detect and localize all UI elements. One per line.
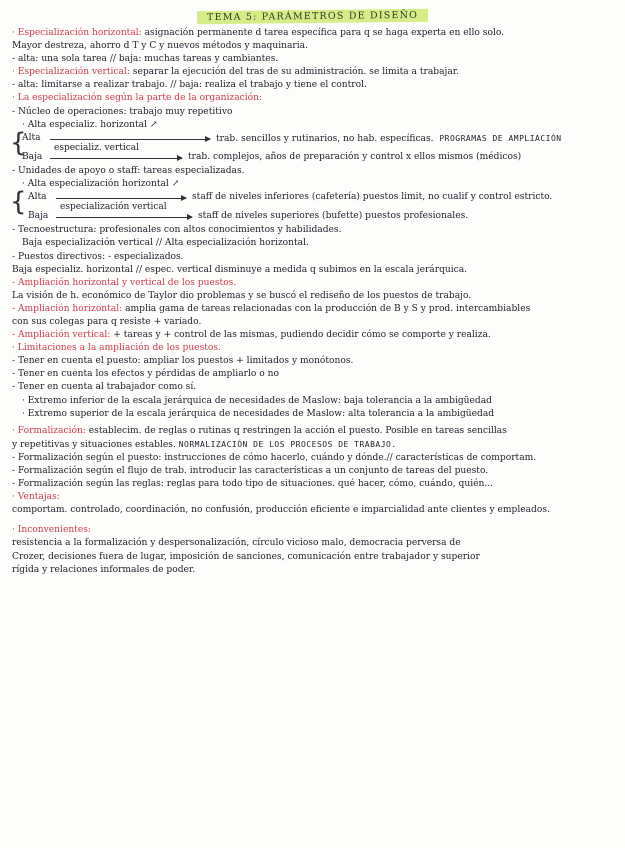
note-line: · Alta especialización horizontal ↗: [22, 179, 180, 190]
note-line: rígida y relaciones informales de poder.: [12, 564, 196, 575]
note-line: comportam. controlado, coordinación, no confusión, producción eficiente e imparcialidad ante clientes y empleados.: [12, 505, 550, 516]
note-line: Baja especializ. horizontal // espec. vertical disminuye a medida q subimos en la escala jerárquica.: [12, 264, 468, 275]
note-line: - Ampliación vertical: + tareas y + control de las mismas, pudiendo decidir cómo se comporte y realiza.: [12, 330, 491, 341]
arrow-icon: [56, 198, 186, 199]
note-line: · Extremo superior de la escala jerárquica de necesidades de Maslow: alta tolerancia a la ambigüedad: [22, 408, 495, 419]
note-line: Mayor destreza, ahorro d T y C y nuevos métodos y maquinaria.: [12, 41, 308, 52]
note-line: La visión de h. económico de Taylor dio problemas y se buscó el rediseño de los puestos de trabajo.: [12, 290, 472, 301]
note-line: - Formalización según las reglas: reglas para todo tipo de situaciones. qué hacer, cómo, cuándo, quién...: [12, 479, 494, 490]
note-line: - Tener en cuenta los efectos y pérdidas de ampliarlo o no: [12, 369, 279, 380]
arrow-icon: [50, 158, 182, 159]
note-line: - Puestos directivos: - especializados.: [12, 251, 184, 262]
note-line: · Especialización horizontal: asignación permanente d tarea específica para q se haga experta en ello solo.: [12, 28, 505, 38]
arrow-icon: [50, 139, 210, 140]
section-heading: - Ampliación horizontal y vertical de los puestos.: [12, 277, 237, 288]
note-line: Crozer, decisiones fuera de lugar, imposición de sanciones, comunicación entre trabajador y superior: [12, 551, 480, 562]
note-line: - Formalización según el flujo de trab. introducir las características a un conjunto de tareas del puesto.: [12, 466, 489, 476]
section-heading: · Limitaciones a la ampliación de los puestos.: [12, 343, 221, 354]
arrow-icon: [56, 217, 192, 218]
brace-icon: {: [10, 127, 27, 158]
section-heading: · Inconvenientes:: [12, 525, 91, 536]
note-line: - Ampliación horizontal: amplia gama de tareas relacionadas con la producción de B y S y prod. intercambiables: [12, 303, 531, 314]
arrow-diagram-operations: { Alta trab. sencillos y rutinarios, no hab. específicas. PROGRAMAS DE AMPLIACIÓN especializ. vertical Baja trab. complejos, años de preparación y control x ellos mismos (médicos): [10, 127, 562, 162]
section-heading: · La especialización según la parte de la organización:: [12, 93, 263, 104]
brace-icon: {: [10, 187, 27, 218]
arrow-diagram-staff: { Alta staff de niveles inferiores (cafetería) puestos limit, no cualif y control estricto. especialización vertical Baja staff de niveles superiores (bufette) puestos profesionales.: [10, 187, 553, 222]
note-line: - Tener en cuenta al trabajador como sí.: [12, 382, 197, 393]
section-heading: · Ventajas:: [12, 492, 60, 503]
note-line: · Formalización: establecim. de reglas o rutinas q restringen la acción el puesto. Posible en tareas sencillas: [12, 425, 507, 436]
note-line: resistencia a la formalización y despersonalización, círculo vicioso malo, democracia perversa de: [12, 538, 461, 549]
note-line: - alta: limitarse a realizar trabajo. // baja: realiza el trabajo y tiene el control.: [12, 80, 367, 91]
note-line: - Unidades de apoyo o staff: tareas especializadas.: [12, 165, 245, 176]
note-line: - Tener en cuenta el puesto: ampliar los puestos + limitados y monótonos.: [12, 356, 354, 367]
note-line: · Especialización vertical: separar la ejecución del tras de su administración. se limita a trabajar.: [12, 67, 460, 78]
note-line: - Núcleo de operaciones: trabajo muy repetitivo: [12, 106, 233, 117]
note-line: - alta: una sola tarea // baja: muchas tareas y cambiantes.: [12, 54, 279, 65]
note-line: Baja especialización vertical // Alta especialización horizontal.: [22, 238, 309, 249]
note-line: con sus colegas para q resiste + variado.: [12, 316, 202, 327]
page-title: TEMA 5: PARÁMETROS DE DISEÑO: [197, 9, 428, 24]
note-line: - Formalización según el puesto: instrucciones de cómo hacerlo, cuándo y dónde.// características de comportam.: [12, 452, 537, 463]
note-line: · Extremo inferior de la escala jerárquica de necesidades de Maslow: baja tolerancia a la ambigüedad: [22, 395, 492, 406]
note-line: · Alta especializ. horizontal ↗: [22, 119, 158, 130]
note-line: - Tecnoestructura: profesionales con altos conocimientos y habilidades.: [12, 225, 342, 236]
note-line: y repetitivas y situaciones estables. NORMALIZACIÓN DE LOS PROCESOS DE TRABAJO.: [12, 439, 397, 450]
